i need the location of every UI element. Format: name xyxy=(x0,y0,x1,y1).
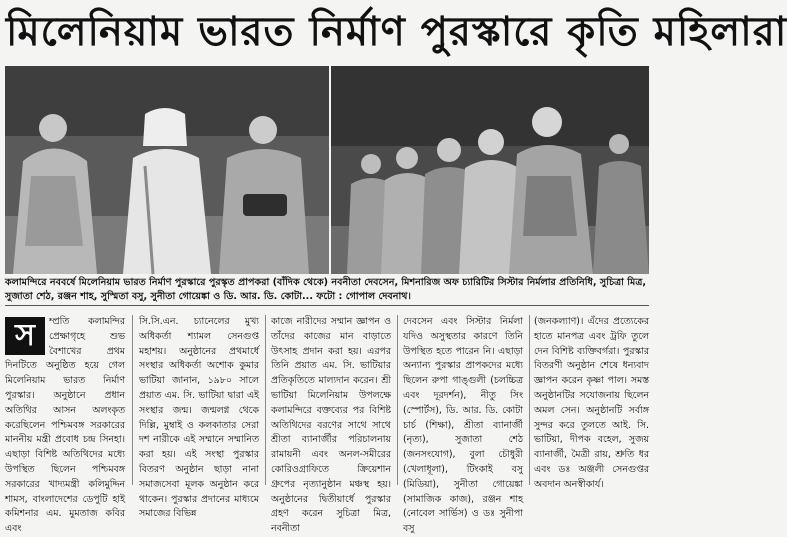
article-column-4 xyxy=(403,315,523,535)
photo-right-illustration xyxy=(331,66,649,274)
photo-right-award-recipients xyxy=(331,66,649,274)
article-column-4-text: দেবসেন এবং সিস্টার নির্মলা যদিও অসুস্থতার কারণে তিনি উপস্থিত হতে পারেন নি। এছাড়া অন্যান্য পুরস্কার প্রাপকদের মধ্যে ছিলেন রুপা গাঙ্গুলী (চলচ্চিত্র এবং দূরদর্শন), নীতু সিং (স্পোর্টস), ডি. আর. ডি. কোটা চার্চ (শিক্ষা), শ্রীতা ব্যানার্জী (নৃত্য), সুজাতা শেঠ (জনসংযোগ), বুলা চৌধুরী (খেলাধূলা), টিংকাই বসু (মিডিয়া), সুনীতা গোয়েঙ্কা (সামাজিক কাজ), রঞ্জন শাহ (নোবেল সার্ভিস) ও ডঃ সুনীপা বসু xyxy=(403,316,523,535)
column-divider xyxy=(132,315,133,485)
article-column-2 xyxy=(139,315,259,520)
column-divider xyxy=(397,315,398,485)
article-column-5 xyxy=(534,315,649,490)
photo-left-illustration xyxy=(5,66,329,274)
headline: মিলেনিয়াম ভারত নির্মাণ পুরস্কারে কৃতি মহিলারা xyxy=(6,9,787,55)
divider xyxy=(5,305,649,306)
article-column-3 xyxy=(271,315,391,535)
photo-caption: কলামন্দিরে নববর্ষে মিলেনিয়াম ভারত নির্মাণ পুরস্কারে পুরস্কৃত প্রাপকরা (বাঁদিক থেকে) নবনীতা দেবসেন, মিশনারিজ অফ চ্যারিটির সিস্টার নির্মলার প্রতিনিধি, সুচিত্রা মিত্র, সুজাতা শেঠ, রঞ্জন শাহ, সুস্মিতা বসু, সুনীতা গোয়েঙ্কা ও ডি. আর. ডি. কোটা... ফটো : গোপাল দেবনাথ। xyxy=(5,277,647,302)
photo-left-award-recipients xyxy=(5,66,329,274)
article-column-1 xyxy=(5,315,125,535)
column-divider xyxy=(529,315,530,485)
article-column-2-text: সি.সি.এন. চ্যানেলের মুখ্য অধিকর্তা শ্যামল সেনগুপ্ত মহাশয়। অনুষ্ঠানের প্রথমার্ধে সংস্থার অধিকর্তা অশোক কুমার ভাটিয়া জানান, ১৯৮০ সালে প্রয়াত এম. সি. ভাটিয়া দ্বারা এই সংস্থার জন্ম। জন্মলগ্ন থেকে দিল্লি, মুম্বাই ও কলকাতার সেরা দশ নারীকে এই সম্মানে সম্মানিত করা হয়। এই সংস্থা পুরস্কার বিতরণ অনুষ্ঠান ছাড়া নানা সমাজসেবা মূলক অনুষ্ঠান করে থাকেন। পুরস্কার প্রদানের মাধ্যমে সমাজের বিভিন্ন xyxy=(139,316,259,520)
column-divider xyxy=(265,315,266,485)
article-column-1-text: ম্প্রতি কলামন্দির প্রেক্ষাগৃহে শুভ বৈশাখের প্রথম দিনটিতে অনুষ্ঠিত হয়ে গেল মিলেনিয়াম ভারত নির্মাণ পুরস্কার। অনুষ্ঠানে প্রধান অতিথির আসন অলংকৃত করেছিলেন পশ্চিমবঙ্গ সরকারের মাননীয় মন্ত্রী প্রবোধ চন্দ্র সিনহা। এছাড়া বিশিষ্ট অতিথিদের মধ্যে উপস্থিত ছিলেন পশ্চিমবঙ্গ সরকারের খাদ্যমন্ত্রী কলিমুদ্দিন শামস, বাংলাদেশের ডেপুটি হাই কমিশনার এম. মুমতাজ কবির এবং xyxy=(5,316,125,535)
article-column-3-text: কাজে নারীদের সম্মান জ্ঞাপন ও তাঁদের কাজের মান বাড়াতে উৎসাহ প্রদান করা হয়। এরপর তিনি প্রয়াত এম. সি. ভাটিয়ার প্রতিকৃতিতে মাল্যদান করেন। শ্রী ভাটিয়া মিলেনিয়াম উপলক্ষে কলামন্দিরে বক্তব্যের পর বিশিষ্ট অতিথিদের বরণের সাথে সাথে শ্রীতা ব্যানার্জীর পরিচালনায় রামায়নী এবং অনল-সমীরের কোরিওগ্রাফিতে ক্রিয়েশান গ্রুপের নৃত্যানুষ্ঠান মঞ্চস্থ হয়। অনুষ্ঠানের দ্বিতীয়ার্ধে পুরস্কার গ্রহণ করেন সুচিত্রা মিত্র, নবনীতা xyxy=(271,316,391,535)
drop-cap: স xyxy=(5,317,45,355)
article-body xyxy=(5,315,649,535)
article-column-5-text: (জনকল্যাণ)। এঁদের প্রত্যেকের হাতে মানপত্র এবং ট্রফি তুলে দেন বিশিষ্ট ব্যক্তিবর্গরা। পুরস্কার বিতরণী অনুষ্ঠান শেষে ধন্যবাদ জ্ঞাপন করেন কৃষ্ণা পাল। সমস্ত অনুষ্ঠানটির সযোজনায় ছিলেন অমল সেন। অনুষ্ঠানটি সর্বাঙ্গ সুন্দর করে তুলতে আই. সি. ভাটিয়া, দীপক বহেল, সুজয় ব্যানার্জী, মৈত্রী রায়, শ্রুতি ধর এবং ডঃ অঞ্জলী সেনগুপ্তর অবদান অনস্বীকার্য। xyxy=(534,316,649,490)
